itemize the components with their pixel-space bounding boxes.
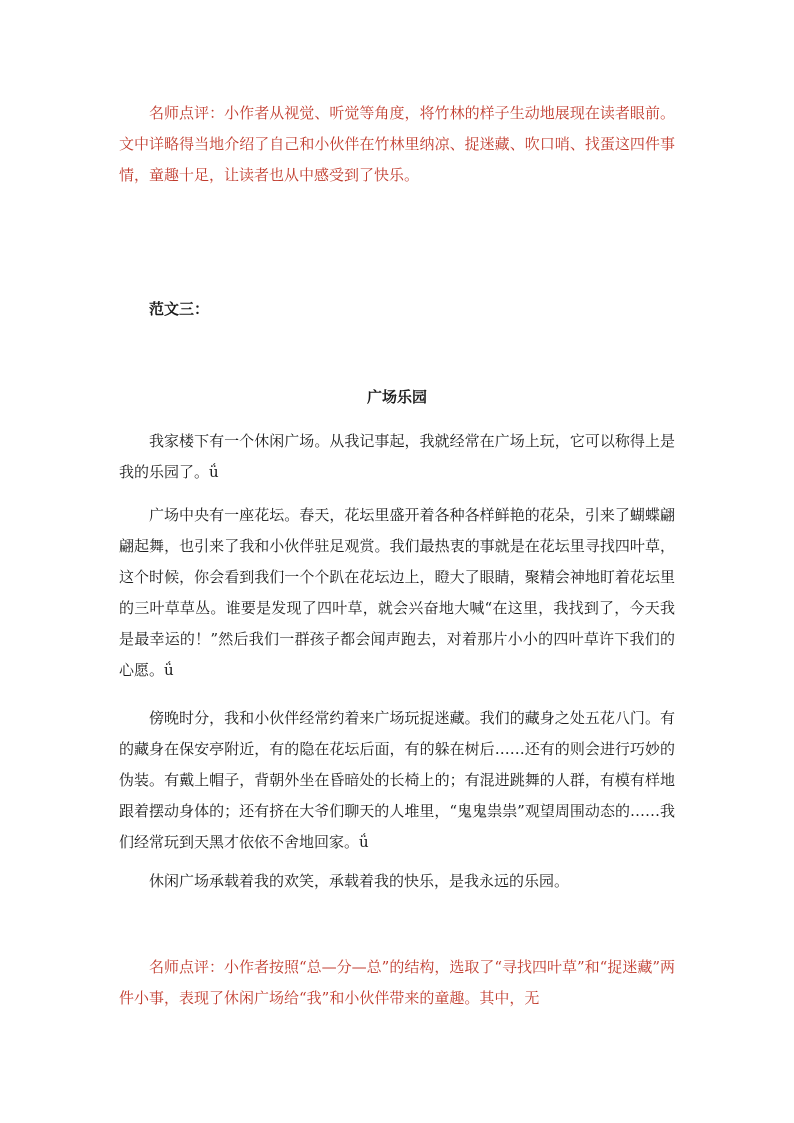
teacher-review-2: 名师点评：小作者按照“总—分—总”的结构，选取了“寻找四叶草”和“捉迷藏”两件小事，表现了休闲广场给“我”和小伙伴带来的童趣。其中，无 (119, 958, 676, 1007)
essay-paragraph-1: 我家楼下有一个休闲广场。从我记事起，我就经常在广场上玩，它可以称得上是我的乐园了。ǘ (119, 432, 675, 481)
essay-title: 广场乐园 (366, 388, 427, 406)
teacher-review-1: 名师点评：小作者从视觉、听觉等角度，将竹林的样子生动地展现在读者眼前。文中详略得当地介绍了自己和小伙伴在竹林里纳凉、捉迷藏、吹口哨、找蛋这四件事情，童趣十足，让读者也从中感受到了快乐。 (119, 104, 675, 184)
section-label: 范文三： (149, 300, 210, 318)
essay-paragraph-2: 广场中央有一座花坛。春天，花坛里盛开着各种各样鲜艳的花朵，引来了蝴蝶翩翩起舞，也引来了我和小伙伴驻足观赏。我们最热衷的事就是在花坛里寻找四叶草，这个时候，你会看到我们一个个趴在花坛边上，瞪大了眼睛，聚精会神地盯着花坛里的三叶草草丛。谁要是发现了四叶草，就会兴奋地大喊“在这里，我找到了，今天我是最幸运的！”然后我们一群孩子都会闻声跑去，对着那片小小的四叶草许下我们的心愿。ǘ (119, 506, 675, 679)
essay-paragraph-3: 傍晚时分，我和小伙伴经常约着来广场玩捉迷藏。我们的藏身之处五花八门。有的藏身在保安亭附近，有的隐在花坛后面，有的躲在树后……还有的则会进行巧妙的伪装。有戴上帽子，背朝外坐在昏暗处的长椅上的；有混进跳舞的人群，有模有样地跟着摆动身体的；还有挤在大爷们聊天的人堆里，“鬼鬼祟祟”观望周围动态的……我们经常玩到天黑才依依不舍地回家。ǘ (119, 709, 675, 851)
essay-paragraph-4: 休闲广场承载着我的欢笑，承载着我的快乐，是我永远的乐园。 (149, 872, 570, 890)
